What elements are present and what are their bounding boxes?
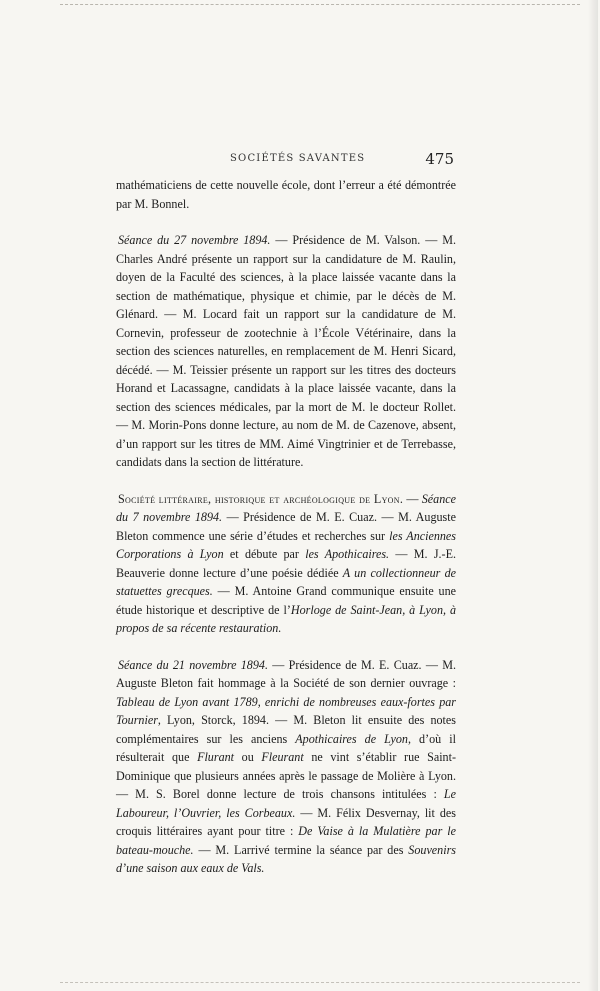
work-title: De Vaise à la Mulatière par le bateau-mouche. <box>116 824 456 857</box>
work-title: Apothicaires de Lyon <box>295 731 408 746</box>
scan-edge-bottom <box>60 982 580 984</box>
seance-date: Séance du 7 novembre 1894. <box>116 491 456 524</box>
work-title: les Apothicaires. <box>305 547 390 561</box>
work-title: Horloge de Saint-Jean, à Lyon, à propos de sa récente restauration. <box>116 602 457 635</box>
seance-date: Séance du 27 novembre 1894. <box>118 233 271 247</box>
name-variant: Flurant <box>197 750 235 764</box>
page-number: 475 <box>425 150 454 168</box>
paragraph-seance-21-novembre: Séance du 21 novembre 1894. — Présidence de M. E. Cuaz. — M. Auguste Bleton fait hommage à la Société de son dernier ouvrage : Tableau de Lyon avant 1789, enrichi de nombreuses eaux-fortes par Tournier, Lyon, Storck, 1894. — M. Bleton lit ensuite des notes complémentaires sur les anciens Apothicaires de Lyon, d’où il résulterait que Flurant ou Fleurant ne vint s’établir rue Saint-Dominique que plusieurs années après le passage de Molière à Lyon. — M. S. Borel donne lecture de trois chansons intitulées : Le Laboureur, l’Ouvrier, les Corbeaux. — M. Félix Desvernay, lit des croquis littéraires ayant pour titre : De Vaise à la Mulatière par le bateau-mouche. — M. Larrivé termine la séance par des Souvenirs d’une saison aux eaux de Vals. <box>116 657 456 875</box>
name-variant: Fleurant <box>261 750 304 764</box>
paragraph-societe-litteraire: Société littéraire, historique et archéologique de Lyon. — Séance du 7 novembre 1894. — Présidence de M. E. Cuaz. — M. Auguste Bleton commence une série d’études et recherches sur les Anciennes Corporations à Lyon et débute par les Apothicaires. — M. J.-E. Beauverie donne lecture d’une poésie dédiée A un collectionneur de statuettes grecques. — M. Antoine Grand communique ensuite une étude historique et descriptive de l’Horloge de Saint-Jean, à Lyon, à propos de sa récente restauration. <box>116 491 457 635</box>
work-title: Le Laboureur, l’Ouvrier, les Corbeaux. <box>116 787 456 820</box>
page-header <box>116 150 454 170</box>
running-head: SOCIÉTÉS SAVANTES <box>230 153 366 164</box>
work-title: Souvenirs d’une saison aux eaux de Vals. <box>116 842 456 875</box>
paragraph-seance-27-novembre <box>116 231 456 472</box>
paragraph-text: — Présidence de M. Valson. — M. Charles André présente un rapport sur la candidature de M. Raulin, doyen de la Faculté des sciences, à la place laissée vacante dans la section de mathématique, physique et chimie, par le décès de M. Glénard. — M. Locard fait un rapport sur la candidature de M. Cornevin, professeur de zootechnie à l’École Vétérinaire, dans la section des sciences naturelles, en remplacement de M. Henri Sicard, décédé. — M. Teissier présente un rapport sur les titres des docteurs Horand et Lacassagne, candidats à la place laissée vacante, dans la section des sciences médicales, par la mort de M. le docteur Rollet. — M. Morin-Pons donne lecture, au nom de M. de Cazenove, absent, d’un rapport sur les titres de MM. Aimé Vingtrinier et de Terrebasse, candidats dans la section de littérature. <box>116 233 456 469</box>
work-title: A un collectionneur de statuettes grecques. <box>116 565 456 598</box>
scan-edge-right <box>588 0 598 991</box>
work-title: Tableau de Lyon avant 1789, enrichi de nombreuses eaux-fortes par Tournier <box>116 694 456 727</box>
work-title: les Anciennes Corporations à Lyon <box>116 528 457 561</box>
page-body <box>116 176 456 878</box>
society-name: Société littéraire, historique et archéologique de Lyon. <box>118 491 404 506</box>
scan-edge-top <box>60 4 580 6</box>
seance-date: Séance du 21 novembre 1894. <box>118 657 268 672</box>
paragraph-continuation: mathématiciens de cette nouvelle école, dont l’erreur a été démontrée par M. Bonnel. <box>116 178 456 211</box>
